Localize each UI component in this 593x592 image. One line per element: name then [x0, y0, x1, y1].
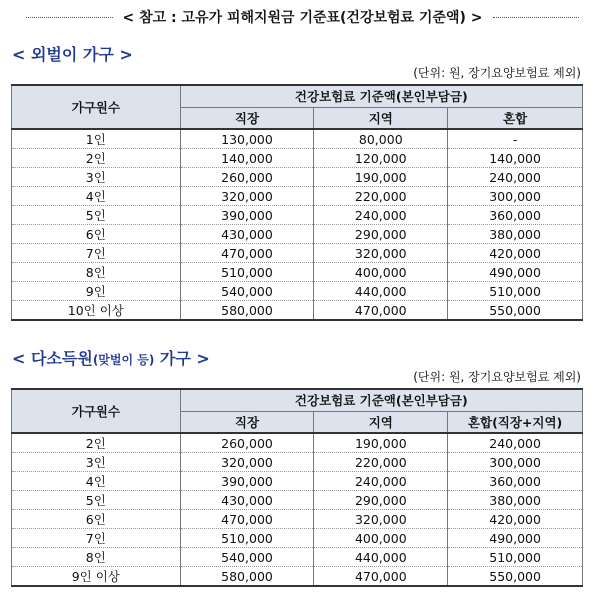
mixed-cell: 490,000	[448, 529, 583, 548]
mixed-cell: 490,000	[448, 263, 583, 282]
section2-title-end: 가구 >	[154, 349, 210, 368]
header-rule-left	[26, 17, 113, 18]
regional-cell: 400,000	[314, 263, 448, 282]
page-title: < 참고 : 고유가 피해지원금 기준표(건강보험료 기준액) >	[122, 10, 483, 26]
table-row	[12, 244, 583, 263]
table-row	[12, 149, 583, 168]
workplace-cell: 540,000	[180, 548, 314, 567]
table-row	[12, 225, 583, 244]
regional-cell: 120,000	[314, 149, 448, 168]
multi-income-table	[11, 388, 583, 587]
household-size-cell: 4인	[12, 472, 181, 491]
household-size-cell: 5인	[12, 206, 181, 225]
section1-unit-note: (단위: 원, 장기요양보험료 제외)	[413, 66, 581, 80]
table-row	[12, 129, 583, 149]
col-header-regional: 지역	[314, 107, 448, 129]
table-row	[12, 433, 583, 453]
workplace-cell: 260,000	[180, 168, 314, 187]
workplace-cell: 140,000	[180, 149, 314, 168]
mixed-cell: 240,000	[448, 433, 583, 453]
premium-group-header: 건강보험료 기준액(본인부담금)	[180, 389, 582, 411]
household-size-cell: 9인	[12, 282, 181, 301]
household-size-cell: 7인	[12, 529, 181, 548]
regional-cell: 220,000	[314, 187, 448, 206]
workplace-cell: 510,000	[180, 529, 314, 548]
regional-cell: 80,000	[314, 129, 448, 149]
regional-cell: 320,000	[314, 510, 448, 529]
workplace-cell: 430,000	[180, 225, 314, 244]
col-header-mixed: 혼합(직장+지역)	[448, 411, 583, 433]
section1-title: < 외벌이 가구 >	[12, 45, 133, 64]
workplace-cell: 470,000	[180, 510, 314, 529]
workplace-cell: 260,000	[180, 433, 314, 453]
workplace-cell: 320,000	[180, 187, 314, 206]
table-row	[12, 453, 583, 472]
household-size-cell: 2인	[12, 433, 181, 453]
mixed-cell: 550,000	[448, 301, 583, 321]
regional-cell: 240,000	[314, 206, 448, 225]
workplace-cell: 390,000	[180, 206, 314, 225]
mixed-cell: 140,000	[448, 149, 583, 168]
mixed-cell: 360,000	[448, 206, 583, 225]
workplace-cell: 580,000	[180, 301, 314, 321]
regional-cell: 190,000	[314, 168, 448, 187]
regional-cell: 440,000	[314, 548, 448, 567]
col-header-workplace: 직장	[180, 411, 314, 433]
regional-cell: 470,000	[314, 567, 448, 587]
mixed-cell: 240,000	[448, 168, 583, 187]
regional-cell: 400,000	[314, 529, 448, 548]
regional-cell: 220,000	[314, 453, 448, 472]
table-row	[12, 263, 583, 282]
section2-title	[12, 346, 210, 369]
household-size-header: 가구원수	[12, 389, 181, 433]
mixed-cell: 300,000	[448, 187, 583, 206]
page-header	[0, 6, 593, 28]
household-size-cell: 3인	[12, 168, 181, 187]
regional-cell: 290,000	[314, 491, 448, 510]
regional-cell: 320,000	[314, 244, 448, 263]
table-row	[12, 187, 583, 206]
regional-cell: 440,000	[314, 282, 448, 301]
table-row	[12, 472, 583, 491]
mixed-cell: 420,000	[448, 510, 583, 529]
household-size-header: 가구원수	[12, 85, 181, 129]
workplace-cell: 470,000	[180, 244, 314, 263]
household-size-cell: 10인 이상	[12, 301, 181, 321]
header-rule-right	[493, 17, 580, 18]
col-header-mixed: 혼합	[448, 107, 583, 129]
workplace-cell: 540,000	[180, 282, 314, 301]
mixed-cell: 380,000	[448, 491, 583, 510]
workplace-cell: 430,000	[180, 491, 314, 510]
household-size-cell: 3인	[12, 453, 181, 472]
section2-title-note: (맞벌이 등)	[92, 353, 155, 367]
household-size-cell: 5인	[12, 491, 181, 510]
workplace-cell: 510,000	[180, 263, 314, 282]
regional-cell: 240,000	[314, 472, 448, 491]
section2-title-main: < 다소득원	[12, 349, 93, 368]
mixed-cell: 550,000	[448, 567, 583, 587]
household-size-cell: 4인	[12, 187, 181, 206]
table-row	[12, 567, 583, 587]
mixed-cell: 380,000	[448, 225, 583, 244]
regional-cell: 190,000	[314, 433, 448, 453]
premium-group-header: 건강보험료 기준액(본인부담금)	[180, 85, 582, 107]
col-header-workplace: 직장	[180, 107, 314, 129]
table-row	[12, 168, 583, 187]
workplace-cell: 320,000	[180, 453, 314, 472]
household-size-cell: 2인	[12, 149, 181, 168]
table-row	[12, 206, 583, 225]
regional-cell: 470,000	[314, 301, 448, 321]
table-row	[12, 548, 583, 567]
household-size-cell: 7인	[12, 244, 181, 263]
workplace-cell: 130,000	[180, 129, 314, 149]
household-size-cell: 1인	[12, 129, 181, 149]
table-row	[12, 282, 583, 301]
table-row	[12, 491, 583, 510]
regional-cell: 290,000	[314, 225, 448, 244]
table-row	[12, 529, 583, 548]
household-size-cell: 8인	[12, 548, 181, 567]
mixed-cell: 300,000	[448, 453, 583, 472]
household-size-cell: 6인	[12, 225, 181, 244]
household-size-cell: 9인 이상	[12, 567, 181, 587]
workplace-cell: 580,000	[180, 567, 314, 587]
mixed-cell: 510,000	[448, 282, 583, 301]
mixed-cell: 510,000	[448, 548, 583, 567]
section2-unit-note: (단위: 원, 장기요양보험료 제외)	[413, 370, 581, 384]
table-row	[12, 301, 583, 321]
col-header-regional: 지역	[314, 411, 448, 433]
mixed-cell: 360,000	[448, 472, 583, 491]
single-income-table	[11, 84, 583, 321]
household-size-cell: 8인	[12, 263, 181, 282]
mixed-cell: 420,000	[448, 244, 583, 263]
household-size-cell: 6인	[12, 510, 181, 529]
table-row	[12, 510, 583, 529]
mixed-cell: -	[448, 129, 583, 149]
workplace-cell: 390,000	[180, 472, 314, 491]
